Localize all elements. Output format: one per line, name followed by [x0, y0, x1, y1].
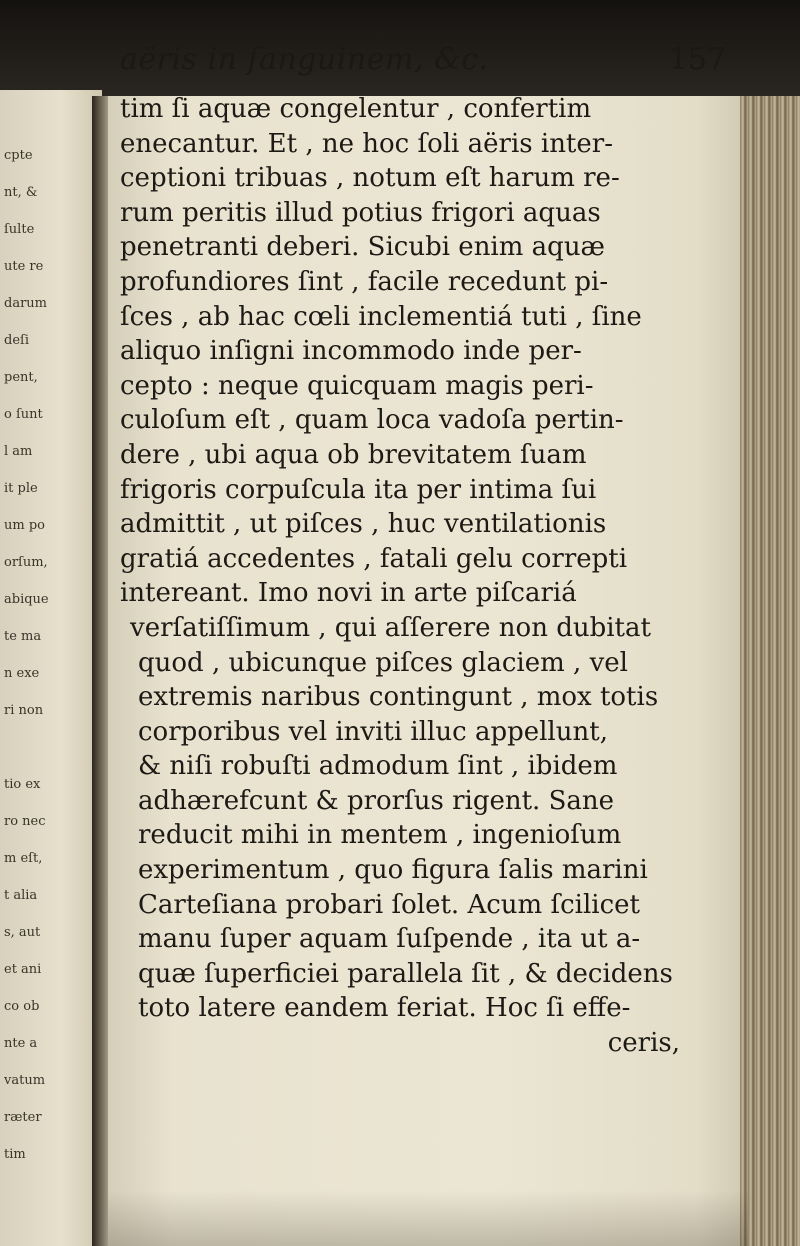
text-line: enecantur. Et , ne hoc ſoli aëris inter- [120, 128, 613, 159]
page-bottom-shadow [108, 1190, 748, 1246]
facing-page-fragment: nt, & [4, 185, 38, 200]
facing-page-fragment: um po [4, 518, 45, 533]
text-line: aliquo inſigni incommodo inde per- [120, 336, 582, 367]
running-head: aëris in ſanguinem, &c. [120, 42, 489, 77]
page-header [120, 42, 740, 82]
facing-page-fragment: te ma [4, 629, 42, 644]
facing-page-fragment: deſi [4, 333, 29, 348]
text-line: profundiores ſint , facile recedunt pi- [120, 266, 609, 297]
facing-page-fragment: orſum, [4, 555, 48, 570]
facing-page-fragment: it ple [4, 481, 38, 496]
body-text [120, 92, 740, 1061]
page-edge [740, 96, 800, 1246]
text-line: extremis naribus contingunt , mox totis [138, 682, 659, 713]
facing-page-fragment: ri non [4, 703, 44, 718]
page-number: 157 [668, 42, 726, 77]
text-line: gratiá accedentes , fatali gelu correpti [120, 543, 628, 574]
text-line: ceptioni tribuas , notum eſt harum re- [120, 163, 620, 194]
facing-page-fragment: s, aut [4, 925, 41, 940]
text-line: Carteſiana probari ſolet. Acum ſcilicet [138, 889, 640, 920]
facing-page-fragment: o ſunt [4, 407, 43, 422]
facing-page-fragment: t alia [4, 888, 38, 903]
facing-page-fragment: co ob [4, 999, 40, 1014]
text-line: reducit mihi in mentem , ingenioſum [138, 820, 622, 851]
facing-page-fragment: cpte [4, 148, 33, 163]
text-line: quod , ubicunque piſces glaciem , vel [138, 647, 628, 678]
facing-page-fragment: et ani [4, 962, 42, 977]
facing-page-fragment: ro nec [4, 814, 46, 829]
facing-page-fragment: tio ex [4, 777, 41, 792]
facing-page-fragment: darum [4, 296, 47, 311]
facing-page-fragment: n exe [4, 666, 40, 681]
text-line: admittit , ut piſces , huc ventilationis [120, 509, 607, 540]
text-line: intereant. Imo novi in arte piſcariá [120, 578, 577, 609]
facing-page-fragment: tim [4, 1147, 26, 1162]
text-line: dere , ubi aqua ob brevitatem ſuam [120, 439, 587, 470]
text-line: verſatiſſimum , qui aſſerere non dubitat [130, 612, 651, 643]
facing-page-fragment: pent, [4, 370, 38, 385]
text-line: ſces , ab hac cœli inclementiá tuti , ſine [120, 301, 642, 332]
facing-page-fragment: ſulte [4, 222, 35, 237]
facing-page-fragment: vatum [4, 1073, 46, 1088]
text-line: quæ ſuperficiei parallela ſit , & decidens [138, 958, 673, 989]
text-line: corporibus vel inviti illuc appellunt, [138, 716, 608, 747]
facing-page-fragment: abique [4, 592, 49, 607]
facing-page-fragment: ræter [4, 1110, 42, 1125]
text-line: frigoris corpuſcula ita per intima ſui [120, 474, 597, 505]
facing-page-fragment: l am [4, 444, 33, 459]
text-line: cepto : neque quicquam magis peri- [120, 370, 594, 401]
text-line: toto latere eandem feriat. Hoc ſi effe- [138, 993, 631, 1024]
text-line: tim ſi aquæ congelentur , confertim [120, 94, 592, 124]
text-line: manu ſuper aquam ſuſpende , ita ut a- [138, 924, 641, 955]
facing-page-fragment: nte a [4, 1036, 38, 1051]
text-line: experimentum , quo figura ſalis marini [138, 855, 648, 886]
text-line: culoſum eſt , quam loca vadoſa pertin- [120, 405, 624, 436]
text-line: penetranti deberi. Sicubi enim aquæ [120, 232, 605, 263]
text-line: adhærefcunt & prorſus rigent. Sane [138, 785, 615, 816]
facing-page-fragment: ute re [4, 259, 44, 274]
text-line: & niſi robuſti admodum ſint , ibidem [138, 751, 618, 782]
catchword: ceris, [607, 1028, 680, 1059]
text-line: rum peritis illud potius frigori aquas [120, 197, 601, 228]
facing-page-strip [0, 90, 102, 1246]
facing-page-fragment: m eſt, [4, 851, 43, 866]
